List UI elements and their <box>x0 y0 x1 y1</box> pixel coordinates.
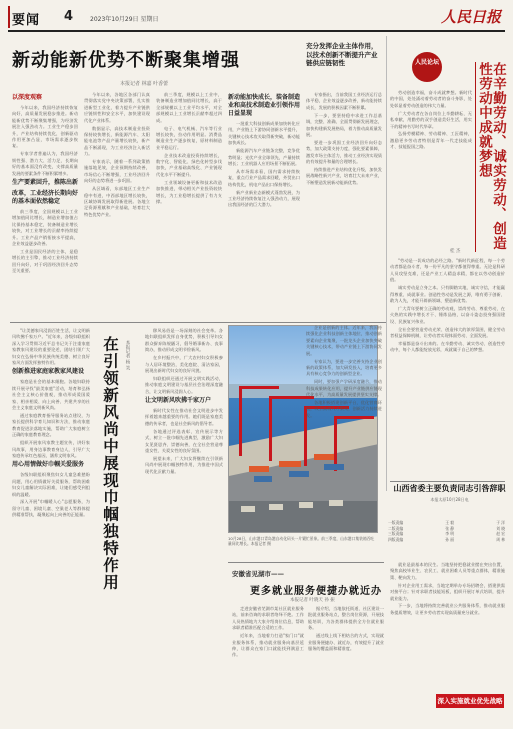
feature-byline: 本报记者 杨 笑 <box>125 340 130 370</box>
commentary-title: 在辛勤劳动、诚实劳动、创造性劳动中成就梦想 <box>476 62 506 251</box>
feature-intro: "让美德家风浸润百姓生活，让文明新风吹拂千家万户。"近年来，各级妇联组织深入学习贯彻习近平总书记关于注重家庭家教家风建设的重要论述，团结引领广大妇女在弘扬中华民族传统美德、树立良好家风方面发挥独特作用。 <box>12 328 90 366</box>
feature-body-1: 家庭是社会的基本细胞。各地妇联持续开展寻找"最美家庭"活动，培育和弘扬社会主义核心价值观，推动形成爱国爱家、相亲相爱、向上向善、共建共享的社会主义家庭文明新风尚。 通过家庭教育指导服务站点建设，为家长提供科学育儿知识和方法，推动家庭教育促进法落地实施，帮助广大家庭树立正确的家庭教育理念。 组织开展家风家教主题宣传，讲好家风故事，用身边事教育身边人，引导广大家庭传承红色基因，涵养文明家风。 <box>12 379 90 458</box>
anhui-kicker: 安徽省见湖市—— <box>232 570 284 578</box>
feature-body-2: 各级妇联组织聚焦妇女儿童急难愁盼问题，用心用情做好关爱服务，帮助困难妇女儿童解决实际困难，让她们感受到组织的温暖。 深入开展"巾帼暖人心"志愿服务，为留守儿童、困境儿童、空巢老人等群体提供精准帮扶，凝聚起向上向善的正能量。 <box>12 472 90 518</box>
feature-column-1 <box>12 328 90 713</box>
feature-subhead-3: 让文明新风吹拂千家万户 <box>145 397 212 405</box>
middle-right-column <box>306 325 382 533</box>
lead-body-5: 一批重大科技创新成果加快转化应用，产业链上下游协同创新水平提升，关键核心技术攻关取得新突破，新动能加快成长。 新能源汽车产业链条完整，竞争优势明显；光伏产业全球领先，产量持续增长；工业机器人应用场景不断拓展。 从市场需求看，国内需求持续恢复，重点行业产品需求回暖，外贸出口结构优化，机电产品出口保持增长。 新产业新业态新模式蓬勃发展，为工业经济持续恢复注入强劲动力，展现出我国经济的巨大潜力。 <box>228 121 300 208</box>
anhui-byline: 本报记者 叶晓天 孙 振 <box>290 598 335 603</box>
roster-row: 二版责编 张 静 刘 晓 <box>388 525 505 531</box>
anhui-body-2: 据介绍，当地依托街道、社区建设一批就业服务站点，整合岗位资源，开展技能培训，为各类群体提供全方位就业服务。 通过线上线下相结合的方式，实现就业服务便捷办、就近办，有效提升了就业服务的覆盖面和精准度。 <box>308 606 384 651</box>
anhui-body-1: 走进安徽省芜湖市某社区就业服务站，前来咨询的求职者络绎不绝。工作人员热情地为大家介绍岗位信息，帮助求职者精准匹配合适的工作。 近年来，当地着力打造"家门口"就业服务体系，推动就业服务向基层延伸，让群众在家门口就能找到满意工作。 <box>232 606 304 658</box>
anhui-column-1 <box>232 606 304 711</box>
lead-column-1 <box>12 92 78 322</box>
feature-subhead-2: 用心用情做好巾帼关爱服务 <box>12 461 85 469</box>
anhui-headline: 更多就业服务便捷办就近办 <box>250 586 382 597</box>
editor-roster <box>388 520 505 542</box>
lead-body-2: 前三季度，全国规模以上工业增加值同比增长，制造业增加值占比保持基本稳定，装备制造业增长较快，对工业增长的贡献率持续提升。工业产品产销衔接水平提高，企业效益逐步改善。 工业是国民经济的主体，是稳增长的主引擎，推动工业经济持续回升向好，对于巩固经济回升态势至关重要。 <box>12 208 78 274</box>
commentary-intro: 劳动创造幸福，奋斗成就梦想。新时代的中国，处处涌动着劳动者的奋斗身影，处处彰显着劳动创造的伟大力量。 广大劳动者在各自岗位上辛勤耕耘、无私奉献，用勤劳的双手创造美好生活，用实干的精神书写时代华章。 弘扬劳模精神、劳动精神、工匠精神，激励更多劳动者特别是青年一代走技能成才、技能报国之路。 <box>390 90 472 150</box>
employment-priority-banner: 深入实施就业优先战略 <box>436 694 504 708</box>
lead-subhead-1: 以深度观察 <box>12 94 43 101</box>
commentary-body <box>390 258 505 480</box>
roster-row: 一版责编 王 毅 于 洋 <box>388 520 505 525</box>
header-accent-bar <box>8 6 10 28</box>
column-divider <box>386 36 387 491</box>
lead-column-5 <box>306 92 382 320</box>
anhui-top-rule <box>228 562 384 563</box>
roster-row: 三版责编 李 明 赵 宏 <box>388 531 505 536</box>
feature-subhead-1: 创新推进家庭家教家风建设 <box>12 368 85 376</box>
anhui-column-2 <box>308 606 384 711</box>
top-right-block <box>306 40 382 124</box>
lead-body-6: 专家指出，当前我国工业经济运行总体平稳，企业效益逐步改善，新动能持续成长，发展的积极因素不断积累。 下一步，要坚持稳中求进工作总基调，完整、准确、全面贯彻新发展理念，加快构建新发展格局，着力推动高质量发展。 要进一步巩固工业经济回升向好态势，加大政策支持力度，强化要素保障，激发市场主体活力，推动工业经济实现质的有效提升和量的合理增长。 持续推进产业结构优化升级，加快发展战略性新兴产业，培育壮大未来产业，不断塑造发展新动能新优势。 <box>306 92 382 185</box>
lead-column-4 <box>228 92 300 320</box>
anhui-column-3 <box>390 562 505 692</box>
page-header <box>8 6 505 32</box>
feature-body-4: 新时代女性在推动社会文明进步中发挥着越来越重要的作用。她们既是家庭美德的传承者，也是社会新风的倡导者。 各地通过评选表彰、宣传展示等方式，树立一批巾帼先进典型，激励广大妇女见贤思齐、崇德向善，在全社会营造尊重女性、关爱女性的良好氛围。 展望未来，广大妇女将继续在引领新风尚中展现巾帼独特作用，为推进中国式现代化贡献力量。 <box>145 408 223 474</box>
commentary-lead <box>390 90 472 245</box>
photo-caption: 10月28日，山东港口青岛港自动化码头一片繁忙景象。前三季度，山东港口集装箱吞吐量同比增长。本报记者 摄 <box>228 536 375 547</box>
lead-body-3: 今年以来，各地区各部门认真贯彻落实党中央决策部署，扎实推进新型工业化，着力提升产业链供应链韧性和安全水平，加快建设现代化产业体系。 数据显示，高技术制造业投资保持较快增长，新能源汽车、太阳能电池等产品产量增长较快，新产品不断涌现，为工业经济注入新活力。 专家表示，随着一系列政策措施落地见效，企业预期持续改善，市场信心不断增强，工业经济回升向好的态势将进一步巩固。 从区域看，东部地区工业生产稳中有进，中西部地区增长较快，区域协调发展取得新进展。各地立足资源禀赋和产业基础，培育壮大特色优势产业。 <box>84 92 150 217</box>
lead-subhead-right: 新动能加快成长，装备制造业和高技术制造业引领作用日益显现 <box>228 94 300 117</box>
section-name: 要闻 <box>12 13 41 28</box>
lead-body-4: 前三季度，规模以上工业中，装备制造业增加值同比增长，高于全部规模以上工业平均水平，对全部规模以上工业增长贡献率超过四成。 电子、电气机械、汽车等行业增长较快，拉动作用明显。消费品制造业生产逐步恢复，原材料制造业平稳运行。 企业技术改造投资持续增长，数字化、智能化、绿色化转型步伐加快，产业基础高级化、产业链现代化水平不断提升。 工业领域设备更新和技术改造加快推进，带动相关产业投资较快增长，为工业稳增长提供了有力支撑。 <box>156 92 222 204</box>
feature-body-3: 移风易俗是一场深刻的社会变革。各地妇联组织发挥自身优势，积极引导妇女群众摒弃陈规陋习，倡导婚事新办、丧事简办，推动形成文明节俭新风。 在乡村振兴中，广大农村妇女积极参与人居环境整治，美化庭院、清洁家园，展现出新时代妇女的良好风貌。 妇联组织还通过开展文明实践活动，推动家庭文明建设与基层社会治理深度融合，让文明新风浸润人心。 <box>145 328 223 394</box>
page-number: 4 <box>64 9 74 24</box>
feature-column-2 <box>145 328 223 713</box>
shanxi-headline: 山西省委主要负责同志引咎辞职 <box>393 484 506 493</box>
roster-row: 四版责编 孙 丽 周 林 <box>388 536 505 542</box>
commentary-text: "劳动是一切成功的必经之路。"新时代新征程，每一个劳动者都是奋斗者，每一份平凡的坚守都值得尊重。无论是科研人员攻坚克难，还是产业工人精益求精，都在以劳动创造价值。 诚实劳动是立身之本。只有脚踏实地、诚实守信，才能赢得尊重、成就事业。创造性劳动是发展之源，唯有勇于创新、敢为人先，才能开辟新领域、塑造新优势。 广大青年要树立正确的劳动观，崇尚劳动、尊重劳动，在火热的实践中增长才干、锤炼品格，以奋斗姿态投身强国建设、民族复兴伟业。 全社会要营造劳动光荣、创造伟大的浓厚氛围，健全劳动者权益保障机制，让劳动者实现体面劳动、全面发展。 幸福都是奋斗出来的。在辛勤劳动、诚实劳动、创造性劳动中，每个人都能绽放光彩，成就属于自己的梦想。 <box>390 258 505 353</box>
feature-vertical-title: 在引领新风尚中展现巾帼独特作用 <box>101 336 119 591</box>
lead-byline: 本报记者 林嘉 叶香蕾 <box>120 81 169 87</box>
divider-shanxi <box>390 481 505 482</box>
lead-subhead-3: 改革，工业经济长期向好的基本面依然稳定 <box>12 189 78 205</box>
anhui-body-3: 就业是最基本的民生。当地坚持把稳就业摆在突出位置，聚焦高校毕业生、农民工、就业困难人员等重点群体，精准施策、靶向发力。 针对企业用工需求，当地定期举办专场招聘会，搭建供需对接平台；针对求职者技能短板，组织开展订单式培训，提升就业能力。 下一步，当地将持续完善就业公共服务体系，推动就业服务提质增效，让更多劳动者实现高质量充分就业。 <box>390 562 505 615</box>
shanxi-byline: 本报太原10月28日电 <box>430 497 469 502</box>
top-right-title: 充分发挥企业主体作用，以技术创新不断提升产业链供应链韧性 <box>306 42 378 67</box>
lead-headline: 新动能新优势不断聚集增强 <box>12 50 240 71</box>
commentary-author: 桂 杰 <box>450 249 461 254</box>
masthead-logo: 人民日报 <box>440 8 501 26</box>
lead-subhead-2: 生产要素回升，推陈出新 <box>12 178 78 186</box>
middle-right-text: 企业是创新的主体。近年来，我国持续强化企业科技创新主体地位，推动创新要素向企业集聚，一批龙头企业加快突破关键核心技术，带动产业链上下游协同发展。 专家认为，要进一步完善支持企业创新的政策体系，加大研发投入，培育更多具有核心竞争力的创新型企业。 同时，要加强产学研深度融合，推动科技成果转化应用，提升产业链供应链现代化水平，为高质量发展提供坚实支撑。 各地积极搭建创新平台，优化营商环境，吸引高端人才集聚，创新活力持续迸发。 <box>306 325 382 418</box>
lead-column-2 <box>84 92 150 322</box>
issue-date: 2023年10月29日 星期日 <box>90 16 159 23</box>
lead-bottom-rule <box>10 322 386 323</box>
lead-body-1: 今年以来，我国经济持续恢复向好，高质量发展稳步推进。新动能新优势不断聚集增强，为经济发展注入强劲动力。工业生产稳步回升，产业结构持续优化，创新驱动作用更加凸显，市场需求逐步恢复。 专家学者普遍认为，我国经济韧性强、潜力大、活力足，长期向好的基本面没有改变，支撑高质量发展的要素条件不断积累增多。 <box>12 105 78 176</box>
lead-column-3 <box>156 92 222 322</box>
commentary-logo: 人民论坛 <box>412 52 442 82</box>
